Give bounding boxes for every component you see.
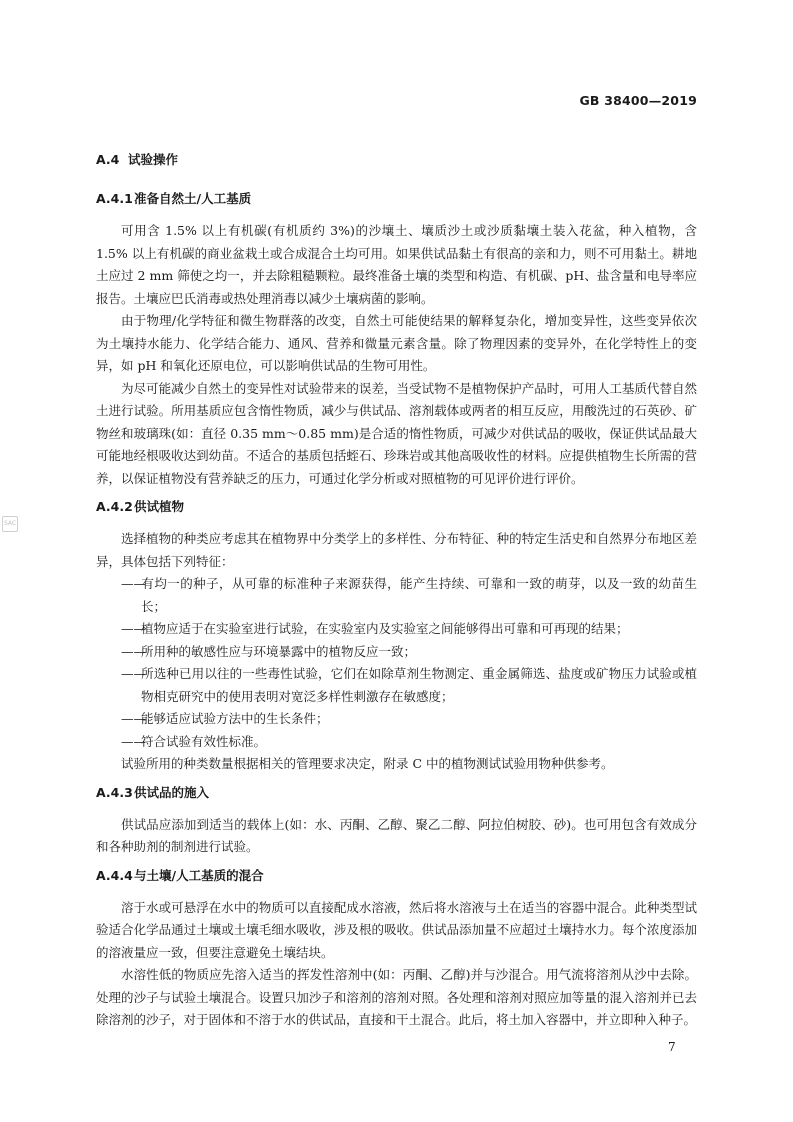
list-item: [96, 731, 697, 754]
list-item-text: 符合试验有效性标准。: [141, 733, 267, 749]
subsection-number: A.4.4: [96, 867, 133, 883]
dash-marker: ——: [121, 643, 146, 659]
list-item: [96, 663, 697, 708]
subsection-heading-a42: [96, 496, 697, 518]
list-item: [96, 641, 697, 664]
document-body: [96, 150, 697, 1032]
subsection-title: 供试品的施入: [134, 784, 210, 800]
dash-marker: ——: [121, 576, 146, 591]
section-heading-a4: [96, 150, 697, 170]
section-title: 试验操作: [128, 152, 179, 167]
dash-marker: ——: [121, 733, 146, 749]
dash-marker: ——: [121, 711, 146, 726]
list-item-text: 所用种的敏感性应与环境暴露中的植物反应一致；: [141, 643, 417, 659]
paragraph: 试验所用的种类数量根据相关的管理要求决定，附录 C 中的植物测试试验用物种供参考。: [121, 756, 614, 771]
dash-marker: ——: [121, 666, 146, 681]
paragraph: 可用含 1.5% 以上有机碳(有机质约 3%)的沙壤土、壤质沙土或沙质黏壤土装入花盆，种入植物，含 1.5% 以上有机碳的商业盆栽土或合成混合土均可用。如果供试品黏土有很高的亲和力，则不可用黏土。耕地土应过 2 mm 筛使之均一，并去除粗糙颗粒。最终准备土壤的类型和构造、有机碳、pH、盐含量和电导率应报告。土壤应巴氏消毒或热处理消毒以减少土壤病菌的影响。: [96, 223, 697, 306]
sac-watermark-icon: SAC: [2, 516, 18, 532]
list-item-text: 所选种已用以往的一些毒性试验，它们在如除草剂生物测定、重金属筛选、盐度或矿物压力试验或植物相克研究中的使用表明对宽泛多样性刺激存在敏感度；: [141, 666, 697, 704]
list-item-text: 能够适应试验方法中的生长条件；: [141, 711, 329, 726]
subsection-heading-a41: [96, 188, 697, 210]
list-item: [96, 708, 697, 731]
standard-code: GB 38400—2019: [579, 93, 697, 108]
paragraph: 为尽可能减少自然土的变异性对试验带来的误差，当受试物不是植物保护产品时，可用人工基质代替自然土进行试验。所用基质应包含惰性物质，减少与供试品、溶剂载体或两者的相互反应，用酸洗过的石英砂、矿物丝和玻璃珠(如：直径 0.35 mm～0.85 mm)是合适的惰性物质，可减少对供试品的吸收，保证供试品最大可能地经根吸收达到幼苗。不适合的基质包括蛭石、珍珠岩或其他高吸收性的材料。应提供植物生长所需的营养，以保证植物没有营养缺乏的压力，可通过化学分析或对照植物的可见评价进行评价。: [96, 380, 697, 486]
subsection-heading-a44: [96, 865, 697, 887]
subsection-heading-a43: [96, 782, 697, 804]
criteria-list: [96, 573, 697, 753]
subsection-title: 与土壤/人工基质的混合: [134, 867, 264, 883]
paragraph: 选择植物的种类应考虑其在植物界中分类学上的多样性、分布特征、种的特定生活史和自然界分布地区差异，具体包括下列特征：: [96, 531, 697, 569]
subsection-title: 供试植物: [134, 499, 185, 514]
paragraph: 供试品应添加到适当的载体上(如：水、丙酮、乙醇、聚乙二醇、阿拉伯树胶、砂)。也可用包含有效成分和各种助剂的制剂进行试验。: [96, 816, 697, 854]
list-item-text: 植物应适于在实验室进行试验，在实验室内及实验室之间能够得出可靠和可再现的结果；: [141, 621, 629, 636]
subsection-number: A.4.2: [96, 499, 133, 514]
list-item: [96, 573, 697, 618]
paragraph: 水溶性低的物质应先溶入适当的挥发性溶剂中(如：丙酮、乙醇)并与沙混合。用气流将溶剂从沙中去除。处理的沙子与试验土壤混合。设置只加沙子和溶剂的溶剂对照。各处理和溶剂对照应加等量的混入溶剂并已去除溶剂的沙子，对于固体和不溶于水的供试品，直接和干土混合。此后，将土加入容器中，并立即种入种子。: [96, 967, 697, 1027]
subsection-number: A.4.1: [96, 191, 133, 206]
subsection-title: 准备自然土/人工基质: [134, 191, 252, 206]
subsection-number: A.4.3: [96, 784, 133, 800]
paragraph: 由于物理/化学特征和微生物群落的改变，自然土可能使结果的解释复杂化，增加变异性，这些变异依次为土壤持水能力、化学结合能力、通风、营养和微量元素含量。除了物理因素的变异外，在化学特性上的变异，如 pH 和氧化还原电位，可以影响供试品的生物可用性。: [96, 313, 697, 373]
page-number: 7: [668, 1040, 676, 1054]
section-number: A.4: [96, 152, 120, 167]
list-item-text: 有均一的种子，从可靠的标准种子来源获得，能产生持续、可靠和一致的萌芽，以及一致的幼苗生长；: [141, 576, 697, 614]
paragraph: 溶于水或可悬浮在水中的物质可以直接配成水溶液，然后将水溶液与土在适当的容器中混合。此种类型试验适合化学品通过土壤或土壤毛细水吸收，涉及根的吸收。供试品添加量不应超过土壤持水力。每个浓度添加的溶液量应一致，但要注意避免土壤结块。: [96, 899, 697, 960]
dash-marker: ——: [121, 621, 146, 636]
list-item: [96, 618, 697, 641]
